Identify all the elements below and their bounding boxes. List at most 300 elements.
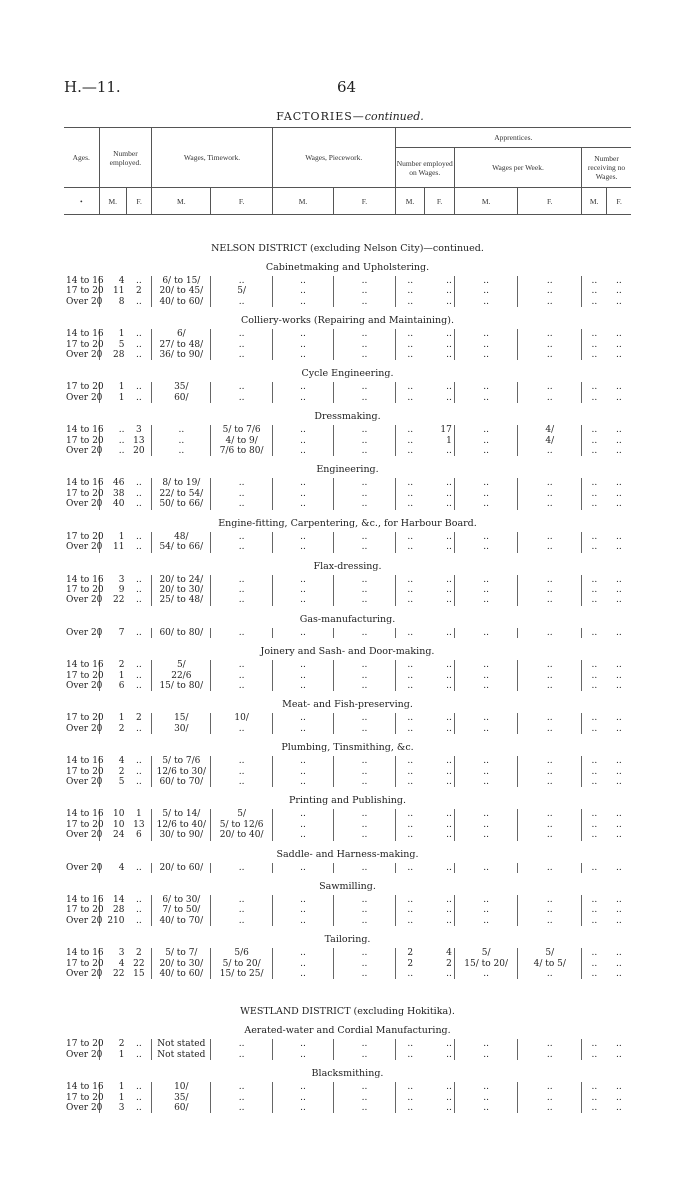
table-row — [64, 713, 631, 723]
value-cell: .. — [454, 660, 518, 670]
value-cell: 1 — [99, 532, 126, 542]
value-cell: .. — [518, 905, 582, 915]
value-cell: .. — [272, 1093, 333, 1103]
value-cell: .. — [616, 531, 622, 542]
section-table — [64, 863, 631, 873]
value-cell: .. — [211, 532, 272, 542]
value-cell: 7/6 to 80/ — [211, 446, 272, 456]
value-cell: .. — [272, 777, 333, 787]
header-m: M. — [272, 188, 333, 215]
value-cell: .. — [272, 756, 333, 766]
value-cell: .. — [446, 595, 452, 606]
value-cell: 5/ — [518, 948, 582, 958]
value-cell: 1 — [99, 382, 126, 392]
value-cell: .. — [616, 905, 622, 916]
table-row — [64, 1103, 631, 1113]
value-cell: .. — [446, 531, 452, 542]
value-cell: .. — [446, 830, 452, 841]
value-cell: .. — [518, 671, 582, 681]
value-cell: .. — [582, 1103, 607, 1113]
page-title — [0, 110, 700, 123]
value-cell: .. — [616, 435, 622, 446]
value-cell: 25/ to 48/ — [152, 595, 211, 605]
value-cell: .. — [135, 723, 142, 734]
value-cell: .. — [334, 489, 395, 499]
value-cell: .. — [454, 297, 518, 307]
value-cell: .. — [582, 905, 607, 915]
value-cell: .. — [518, 756, 582, 766]
value-cell: .. — [582, 820, 607, 830]
value-cell: .. — [334, 297, 395, 307]
table-body — [64, 236, 631, 1119]
value-cell: 5/ — [211, 286, 272, 296]
header-f: F. — [334, 188, 395, 215]
header-appr-nowages: Number receiving no Wages. — [582, 148, 631, 188]
value-cell: .. — [334, 681, 395, 691]
value-cell: .. — [582, 916, 607, 926]
value-cell: .. — [395, 350, 425, 360]
age-cell: Over 20 — [66, 542, 103, 553]
value-cell: .. — [395, 628, 425, 638]
value-cell: .. — [395, 595, 425, 605]
value-cell: 22 — [99, 595, 126, 605]
district-title: WESTLAND DISTRICT (excluding Hokitika). — [240, 1006, 455, 1018]
value-cell: .. — [582, 767, 607, 777]
value-cell: .. — [211, 382, 272, 392]
section-title: Colliery-works (Repairing and Maintaining). — [241, 315, 454, 327]
value-cell: 2 — [99, 660, 126, 670]
value-cell: .. — [334, 916, 395, 926]
value-cell: .. — [99, 436, 126, 446]
value-cell: .. — [135, 627, 142, 638]
age-cell: Over 20 — [66, 723, 103, 734]
value-cell: .. — [454, 820, 518, 830]
value-cell: .. — [135, 1103, 142, 1114]
section-title: Tailoring. — [324, 934, 371, 946]
value-cell: .. — [334, 628, 395, 638]
value-cell: 50/ to 66/ — [152, 499, 211, 509]
age-cell: Over 20 — [66, 969, 103, 980]
value-cell: .. — [518, 393, 582, 403]
value-cell: .. — [446, 680, 452, 691]
value-cell: 9 — [99, 585, 126, 595]
section-title: Aerated-water and Cordial Manufacturing. — [244, 1025, 451, 1037]
value-cell: .. — [272, 724, 333, 734]
value-cell: .. — [334, 532, 395, 542]
value-cell: 13 — [133, 819, 145, 830]
value-cell: .. — [395, 671, 425, 681]
value-cell: 22 — [133, 958, 145, 969]
value-cell: .. — [135, 862, 142, 873]
value-cell: .. — [582, 425, 607, 435]
value-cell: .. — [454, 777, 518, 787]
value-cell: 4/ — [518, 436, 582, 446]
value-cell: .. — [454, 1093, 518, 1103]
header-f: F. — [518, 188, 582, 215]
value-cell: .. — [211, 276, 272, 286]
age-cell: 14 to 16 — [66, 425, 104, 436]
value-cell: .. — [395, 297, 425, 307]
value-cell: .. — [616, 584, 622, 595]
value-cell: .. — [334, 542, 395, 552]
value-cell: .. — [454, 276, 518, 286]
table-row — [64, 393, 631, 403]
value-cell: .. — [616, 723, 622, 734]
value-cell: .. — [395, 382, 425, 392]
value-cell: 60/ — [152, 393, 211, 403]
value-cell: .. — [582, 489, 607, 499]
section-title: Plumbing, Tinsmithing, &c. — [281, 742, 414, 754]
section-table — [64, 478, 631, 509]
section-title: Dressmaking. — [314, 411, 381, 423]
value-cell: .. — [334, 959, 395, 969]
value-cell: 10 — [99, 820, 126, 830]
value-cell: .. — [272, 276, 333, 286]
value-cell: .. — [334, 671, 395, 681]
value-cell: .. — [582, 286, 607, 296]
value-cell: .. — [334, 756, 395, 766]
value-cell: .. — [272, 959, 333, 969]
section-table — [64, 713, 631, 734]
value-cell: 20/ to 24/ — [152, 575, 211, 585]
value-cell: .. — [518, 895, 582, 905]
value-cell: .. — [211, 595, 272, 605]
value-cell: .. — [616, 830, 622, 841]
value-cell: .. — [582, 297, 607, 307]
value-cell: 1 — [99, 1082, 126, 1092]
value-cell: .. — [211, 585, 272, 595]
header-m: M. — [99, 188, 126, 215]
value-cell: .. — [518, 830, 582, 840]
value-cell: 4 — [99, 276, 126, 286]
value-cell: .. — [272, 489, 333, 499]
value-cell: 4 — [446, 948, 452, 959]
value-cell: .. — [518, 382, 582, 392]
value-cell: .. — [272, 895, 333, 905]
value-cell: 30/ to 90/ — [152, 830, 211, 840]
value-cell: .. — [395, 340, 425, 350]
age-cell: 17 to 20 — [66, 1092, 104, 1103]
table-row — [64, 436, 631, 446]
value-cell: .. — [616, 627, 622, 638]
value-cell: .. — [616, 660, 622, 671]
page-reference: H.—11. — [64, 78, 121, 96]
value-cell: .. — [135, 382, 142, 393]
value-cell: .. — [582, 660, 607, 670]
value-cell: 2 — [135, 713, 142, 724]
section-title: Sawmilling. — [319, 881, 376, 892]
value-cell: 6/ to 15/ — [152, 276, 211, 286]
value-cell: 2 — [395, 959, 425, 969]
value-cell: .. — [454, 499, 518, 509]
section-table — [64, 575, 631, 606]
table-row — [64, 286, 631, 296]
value-cell: .. — [211, 767, 272, 777]
value-cell: .. — [616, 915, 622, 926]
value-cell: .. — [582, 1050, 607, 1060]
value-cell: .. — [446, 819, 452, 830]
value-cell: 5/ to 7/6 — [152, 756, 211, 766]
title-continued: continued. — [364, 110, 424, 123]
value-cell: .. — [454, 969, 518, 979]
age-cell: Over 20 — [66, 350, 103, 361]
value-cell: .. — [446, 584, 452, 595]
value-cell: 3 — [99, 1103, 126, 1113]
value-cell: .. — [582, 382, 607, 392]
value-cell: .. — [334, 1093, 395, 1103]
value-cell: .. — [582, 532, 607, 542]
value-cell: .. — [135, 660, 142, 671]
value-cell: .. — [211, 628, 272, 638]
value-cell: 20 — [133, 446, 145, 457]
value-cell: .. — [454, 905, 518, 915]
table-row — [64, 671, 631, 681]
value-cell: .. — [518, 575, 582, 585]
value-cell: .. — [454, 286, 518, 296]
value-cell: .. — [135, 905, 142, 916]
value-cell: .. — [395, 863, 425, 873]
value-cell: .. — [135, 276, 142, 286]
value-cell: .. — [211, 724, 272, 734]
value-cell: 40/ to 70/ — [152, 916, 211, 926]
value-cell: .. — [446, 478, 452, 489]
value-cell: .. — [518, 767, 582, 777]
header-f: F. — [425, 188, 455, 215]
value-cell: .. — [454, 425, 518, 435]
value-cell: .. — [395, 777, 425, 787]
value-cell: 5/ — [454, 948, 518, 958]
value-cell: .. — [211, 671, 272, 681]
value-cell: .. — [616, 574, 622, 585]
value-cell: .. — [518, 585, 582, 595]
value-cell: 4 — [99, 959, 126, 969]
value-cell: .. — [518, 489, 582, 499]
value-cell: .. — [454, 393, 518, 403]
value-cell: .. — [395, 489, 425, 499]
age-cell: 17 to 20 — [66, 339, 104, 350]
value-cell: 20/ to 45/ — [152, 286, 211, 296]
value-cell: .. — [582, 436, 607, 446]
value-cell: .. — [334, 393, 395, 403]
value-cell: .. — [616, 1039, 622, 1050]
value-cell: .. — [518, 542, 582, 552]
value-cell: .. — [454, 895, 518, 905]
header-appr-wages: Wages per Week. — [454, 148, 581, 188]
section-table — [64, 382, 631, 403]
value-cell: .. — [454, 436, 518, 446]
value-cell: .. — [582, 863, 607, 873]
value-cell: 17 — [440, 425, 452, 436]
value-cell: .. — [446, 809, 452, 820]
value-cell: .. — [395, 585, 425, 595]
value-cell: 4 — [99, 863, 126, 873]
age-cell: Over 20 — [66, 296, 103, 307]
value-cell: .. — [135, 392, 142, 403]
value-cell: .. — [395, 425, 425, 435]
value-cell: 1 — [99, 393, 126, 403]
value-cell: 24 — [99, 830, 126, 840]
age-cell: 14 to 16 — [66, 895, 104, 905]
table-row — [64, 575, 631, 585]
value-cell: .. — [582, 276, 607, 286]
age-cell: 14 to 16 — [66, 478, 104, 489]
value-cell: .. — [334, 276, 395, 286]
age-cell: Over 20 — [66, 392, 103, 403]
value-cell: 3 — [99, 575, 126, 585]
value-cell: 5/ to 7/ — [152, 948, 211, 958]
value-cell: .. — [272, 830, 333, 840]
table-row — [64, 1082, 631, 1092]
value-cell: .. — [582, 948, 607, 958]
age-cell: 17 to 20 — [66, 584, 104, 595]
page-number: 64 — [337, 78, 357, 96]
value-cell: .. — [582, 671, 607, 681]
value-cell: .. — [334, 777, 395, 787]
value-cell: .. — [518, 1050, 582, 1060]
value-cell: .. — [454, 713, 518, 723]
table-row — [64, 830, 631, 840]
section-title: Flax-dressing. — [313, 560, 382, 572]
table-row — [64, 863, 631, 873]
section-title: Meat- and Fish-preserving. — [282, 699, 413, 711]
value-cell: .. — [395, 1103, 425, 1113]
value-cell: .. — [135, 584, 142, 595]
value-cell: .. — [395, 1093, 425, 1103]
value-cell: 210 — [99, 916, 126, 926]
value-cell: .. — [272, 969, 333, 979]
age-cell: 17 to 20 — [66, 905, 104, 916]
value-cell: .. — [446, 756, 452, 767]
value-cell: 12/6 to 40/ — [152, 820, 211, 830]
header-m: M. — [454, 188, 518, 215]
value-cell: .. — [616, 595, 622, 606]
value-cell: .. — [272, 350, 333, 360]
value-cell: 2 — [395, 948, 425, 958]
value-cell: .. — [272, 1103, 333, 1113]
age-cell: 14 to 16 — [66, 660, 104, 671]
value-cell: 5/ — [211, 809, 272, 819]
value-cell: .. — [446, 776, 452, 787]
value-cell: .. — [582, 585, 607, 595]
value-cell: .. — [616, 392, 622, 403]
table-row — [64, 1093, 631, 1103]
value-cell: 10 — [99, 809, 126, 819]
value-cell: .. — [334, 820, 395, 830]
value-cell: 1 — [99, 1050, 126, 1060]
value-cell: .. — [582, 895, 607, 905]
value-cell: .. — [582, 542, 607, 552]
table-row — [64, 499, 631, 509]
value-cell: .. — [272, 660, 333, 670]
value-cell: .. — [446, 286, 452, 297]
value-cell: .. — [135, 766, 142, 777]
value-cell: 6 — [135, 830, 142, 841]
value-cell: 28 — [99, 350, 126, 360]
value-cell: .. — [272, 393, 333, 403]
value-cell: .. — [518, 863, 582, 873]
value-cell: .. — [616, 713, 622, 724]
value-cell: .. — [135, 339, 142, 350]
section-table — [64, 809, 631, 840]
table-row — [64, 329, 631, 339]
table-row — [64, 916, 631, 926]
value-cell: .. — [334, 948, 395, 958]
table-row — [64, 809, 631, 819]
value-cell: .. — [135, 574, 142, 585]
age-cell: Over 20 — [66, 627, 103, 638]
section-title: Cabinetmaking and Upholstering. — [265, 262, 430, 273]
value-cell: .. — [454, 585, 518, 595]
value-cell: .. — [135, 531, 142, 542]
value-cell: .. — [395, 916, 425, 926]
section-table — [64, 425, 631, 456]
value-cell: 7 — [99, 628, 126, 638]
value-cell: .. — [211, 1093, 272, 1103]
value-cell: .. — [272, 329, 333, 339]
value-cell: .. — [152, 446, 211, 456]
header-appr-number: Number employed on Wages. — [395, 148, 454, 188]
value-cell: .. — [446, 1049, 452, 1060]
value-cell: .. — [446, 627, 452, 638]
value-cell: 1 — [99, 329, 126, 339]
value-cell: .. — [616, 542, 622, 553]
value-cell: .. — [454, 1082, 518, 1092]
value-cell: .. — [582, 809, 607, 819]
table-row — [64, 489, 631, 499]
value-cell: .. — [454, 575, 518, 585]
age-cell: 17 to 20 — [66, 488, 104, 499]
value-cell: 12/6 to 30/ — [152, 767, 211, 777]
value-cell: .. — [446, 574, 452, 585]
value-cell: .. — [446, 1103, 452, 1114]
page-top — [0, 0, 700, 110]
value-cell: .. — [518, 340, 582, 350]
value-cell: .. — [334, 1050, 395, 1060]
value-cell: .. — [616, 1092, 622, 1103]
value-cell: .. — [135, 670, 142, 681]
value-cell: .. — [518, 350, 582, 360]
value-cell: .. — [211, 542, 272, 552]
value-cell: .. — [616, 446, 622, 457]
section-table — [64, 1082, 631, 1113]
value-cell: .. — [518, 969, 582, 979]
table-row — [64, 948, 631, 958]
value-cell: .. — [395, 276, 425, 286]
value-cell: .. — [518, 532, 582, 542]
age-cell: 17 to 20 — [66, 531, 104, 542]
table-row — [64, 1050, 631, 1060]
value-cell: .. — [518, 1093, 582, 1103]
value-cell: .. — [135, 329, 142, 340]
value-cell: .. — [454, 595, 518, 605]
value-cell: .. — [395, 905, 425, 915]
value-cell: .. — [334, 809, 395, 819]
value-cell: .. — [446, 895, 452, 905]
value-cell: Not stated — [152, 1039, 211, 1049]
value-cell: .. — [582, 628, 607, 638]
value-cell: .. — [152, 436, 211, 446]
value-cell: .. — [582, 595, 607, 605]
value-cell: .. — [446, 1082, 452, 1093]
table-row — [64, 1039, 631, 1049]
value-cell: .. — [211, 681, 272, 691]
value-cell: .. — [616, 1103, 622, 1114]
value-cell: 15/ — [152, 713, 211, 723]
value-cell: .. — [616, 819, 622, 830]
value-cell: .. — [582, 478, 607, 488]
value-cell: .. — [334, 499, 395, 509]
value-cell: 2 — [99, 1039, 126, 1049]
